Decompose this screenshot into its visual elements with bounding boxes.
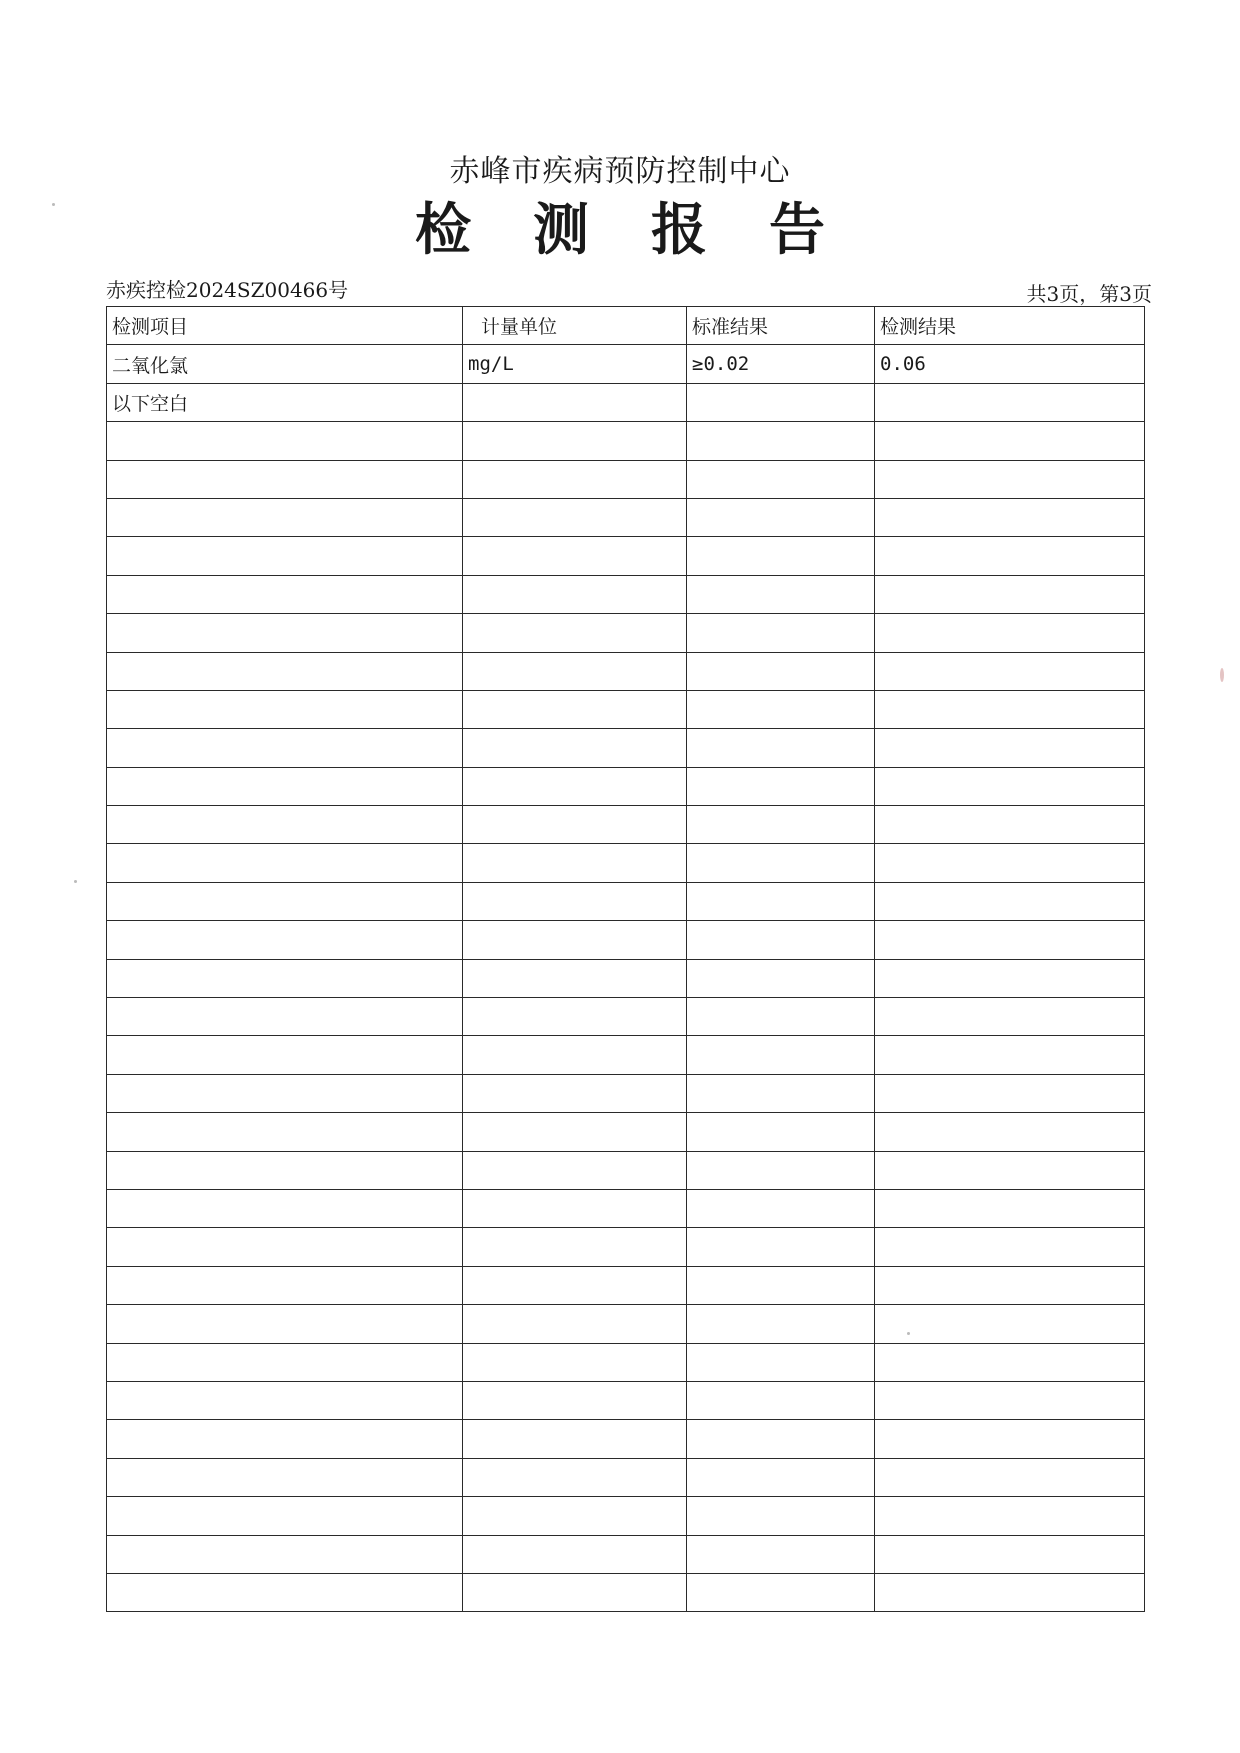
cell-blank: [875, 460, 1145, 498]
cell-blank: [107, 1113, 463, 1151]
cell-blank: [687, 614, 875, 652]
cell-blank: [107, 959, 463, 997]
cell-blank: [107, 844, 463, 882]
cell-blank: [687, 806, 875, 844]
cell-blank: [107, 575, 463, 613]
cell-blank: [875, 614, 1145, 652]
cell-blank: [687, 1573, 875, 1611]
cell-blank: [875, 1535, 1145, 1573]
cell-blank: [875, 882, 1145, 920]
cell-blank: [107, 767, 463, 805]
cell-blank: [463, 1189, 687, 1227]
table-body: [107, 345, 1145, 1612]
table-row-blank: [107, 1228, 1145, 1266]
table-row-blank: [107, 844, 1145, 882]
cell-blank: [687, 1420, 875, 1458]
cell-blank: [687, 498, 875, 536]
cell-blank: [107, 1036, 463, 1074]
cell-blank: [107, 998, 463, 1036]
cell-blank: [463, 575, 687, 613]
cell-blank: [687, 575, 875, 613]
cell-blank: [875, 767, 1145, 805]
cell-blank: [687, 1228, 875, 1266]
cell-blank: [463, 882, 687, 920]
cell-blank: [463, 1151, 687, 1189]
cell-blank: [107, 460, 463, 498]
cell-blank: [463, 1036, 687, 1074]
table-row-blank: [107, 690, 1145, 728]
cell-blank: [463, 767, 687, 805]
cell-blank: [107, 614, 463, 652]
table-row-blank: [107, 959, 1145, 997]
cell-blank: [107, 1497, 463, 1535]
report-title: 检测报告: [415, 197, 887, 263]
cell-blank: [463, 498, 687, 536]
table-row-blank: [107, 537, 1145, 575]
table-row-blank: [107, 1036, 1145, 1074]
table-header-row: [107, 307, 1145, 345]
cell-blank: [687, 1381, 875, 1419]
cell-blank: [463, 460, 687, 498]
cell-blank: [463, 998, 687, 1036]
cell-blank: [463, 1381, 687, 1419]
cell-blank: [687, 1343, 875, 1381]
cell-blank: [463, 729, 687, 767]
cell-blank: [107, 1381, 463, 1419]
table-row-blank: [107, 422, 1145, 460]
table-row-blank: [107, 921, 1145, 959]
table-row-blank: [107, 1497, 1145, 1535]
cell-blank: [107, 1189, 463, 1227]
table-row-blank: [107, 1458, 1145, 1496]
cell-blank: [107, 1420, 463, 1458]
cell-blank: [463, 537, 687, 575]
cell-blank: [107, 1266, 463, 1304]
cell-blank: [463, 1535, 687, 1573]
scan-speck: [907, 1332, 910, 1335]
cell-blank: [463, 844, 687, 882]
cell-blank: [875, 844, 1145, 882]
cell-blank: [463, 422, 687, 460]
cell-blank: [875, 422, 1145, 460]
cell-blank: [107, 1305, 463, 1343]
column-header-result: 检测结果: [875, 307, 1145, 345]
cell-blank: [687, 921, 875, 959]
column-header-unit: 计量单位: [463, 307, 687, 345]
cell-blank: [875, 575, 1145, 613]
cell-blank: [463, 806, 687, 844]
cell-blank: [875, 1113, 1145, 1151]
cell-blank: [107, 1151, 463, 1189]
cell-blank: [687, 460, 875, 498]
table-row-blank: [107, 1113, 1145, 1151]
cell-standard: ≥0.02: [687, 345, 875, 383]
cell-blank: [107, 1074, 463, 1112]
cell-blank: [687, 1151, 875, 1189]
cell-item: 二氧化氯: [107, 345, 463, 383]
table-row-blank: [107, 1074, 1145, 1112]
cell-blank: [463, 1074, 687, 1112]
table-row-blank: [107, 1266, 1145, 1304]
cell-blank: [875, 1305, 1145, 1343]
cell-blank: [463, 1420, 687, 1458]
cell-blank: [687, 1458, 875, 1496]
cell-blank: [687, 652, 875, 690]
cell-blank: [875, 1266, 1145, 1304]
table-row-blank: [107, 652, 1145, 690]
table-row: [107, 383, 1145, 421]
cell-blank: [875, 498, 1145, 536]
cell-blank: [463, 1343, 687, 1381]
cell-blank: [875, 652, 1145, 690]
cell-blank: [875, 1458, 1145, 1496]
cell-blank: [687, 882, 875, 920]
cell-blank: [687, 1266, 875, 1304]
cell-blank: [463, 690, 687, 728]
table-row-blank: [107, 1381, 1145, 1419]
cell-blank: [463, 1573, 687, 1611]
table-row-blank: [107, 1535, 1145, 1573]
cell-blank: [875, 1381, 1145, 1419]
cell-blank: [107, 422, 463, 460]
cell-blank: [875, 1228, 1145, 1266]
org-name: 赤峰市疾病预防控制中心: [449, 154, 791, 189]
cell-blank: [107, 1458, 463, 1496]
cell-blank: [875, 1573, 1145, 1611]
cell-blank: [107, 1343, 463, 1381]
cell-blank: [687, 1036, 875, 1074]
cell-blank: [107, 921, 463, 959]
table-row-blank: [107, 1151, 1145, 1189]
cell-blank: [875, 537, 1145, 575]
cell-blank: [107, 1573, 463, 1611]
cell-blank: [687, 690, 875, 728]
cell-standard: [687, 383, 875, 421]
cell-blank: [687, 1305, 875, 1343]
cell-blank: [463, 1113, 687, 1151]
cell-blank: [687, 1113, 875, 1151]
column-header-standard: 标准结果: [687, 307, 875, 345]
cell-blank: [463, 959, 687, 997]
table-row-blank: [107, 498, 1145, 536]
cell-result: 0.06: [875, 345, 1145, 383]
cell-blank: [875, 959, 1145, 997]
cell-blank: [107, 498, 463, 536]
cell-blank: [875, 1343, 1145, 1381]
cell-blank: [687, 1497, 875, 1535]
table-row-blank: [107, 1305, 1145, 1343]
cell-blank: [463, 1305, 687, 1343]
cell-result: [875, 383, 1145, 421]
table-row-blank: [107, 882, 1145, 920]
cell-blank: [875, 806, 1145, 844]
cell-blank: [463, 1458, 687, 1496]
table-row-blank: [107, 806, 1145, 844]
cell-blank: [107, 729, 463, 767]
cell-blank: [687, 998, 875, 1036]
cell-blank: [107, 882, 463, 920]
cell-blank: [687, 537, 875, 575]
table-row-blank: [107, 1420, 1145, 1458]
scan-speck: [1220, 668, 1224, 682]
cell-blank: [687, 959, 875, 997]
cell-blank: [875, 729, 1145, 767]
cell-blank: [463, 614, 687, 652]
table-row-blank: [107, 1189, 1145, 1227]
column-header-item: 检测项目: [107, 307, 463, 345]
cell-blank: [107, 1535, 463, 1573]
cell-blank: [463, 921, 687, 959]
cell-blank: [463, 652, 687, 690]
scan-speck: [52, 203, 55, 206]
scan-speck: [74, 880, 77, 883]
cell-blank: [687, 844, 875, 882]
cell-blank: [875, 998, 1145, 1036]
cell-blank: [463, 1497, 687, 1535]
cell-blank: [875, 1074, 1145, 1112]
cell-blank: [875, 1151, 1145, 1189]
cell-blank: [463, 1266, 687, 1304]
cell-blank: [107, 806, 463, 844]
cell-blank: [107, 537, 463, 575]
table-row-blank: [107, 767, 1145, 805]
results-table: [106, 306, 1145, 1612]
cell-blank: [875, 1497, 1145, 1535]
cell-blank: [875, 1189, 1145, 1227]
cell-blank: [687, 729, 875, 767]
cell-blank: [687, 1535, 875, 1573]
table-row-blank: [107, 1343, 1145, 1381]
table-row-blank: [107, 575, 1145, 613]
table-row-blank: [107, 1573, 1145, 1611]
cell-blank: [875, 1036, 1145, 1074]
cell-blank: [875, 921, 1145, 959]
cell-blank: [687, 767, 875, 805]
page-info: 共3页，第3页: [1026, 282, 1152, 306]
table-row-blank: [107, 998, 1145, 1036]
cell-blank: [463, 1228, 687, 1266]
table-row: [107, 345, 1145, 383]
cell-blank: [107, 690, 463, 728]
cell-blank: [687, 422, 875, 460]
table-row-blank: [107, 460, 1145, 498]
cell-unit: mg/L: [463, 345, 687, 383]
cell-blank: [875, 1420, 1145, 1458]
table-row-blank: [107, 729, 1145, 767]
cell-item: 以下空白: [107, 383, 463, 421]
cell-blank: [687, 1189, 875, 1227]
cell-blank: [687, 1074, 875, 1112]
table-row-blank: [107, 614, 1145, 652]
report-number: 赤疾控检2024SZ00466号: [106, 278, 349, 302]
cell-blank: [107, 652, 463, 690]
cell-blank: [875, 690, 1145, 728]
cell-blank: [107, 1228, 463, 1266]
cell-unit: [463, 383, 687, 421]
